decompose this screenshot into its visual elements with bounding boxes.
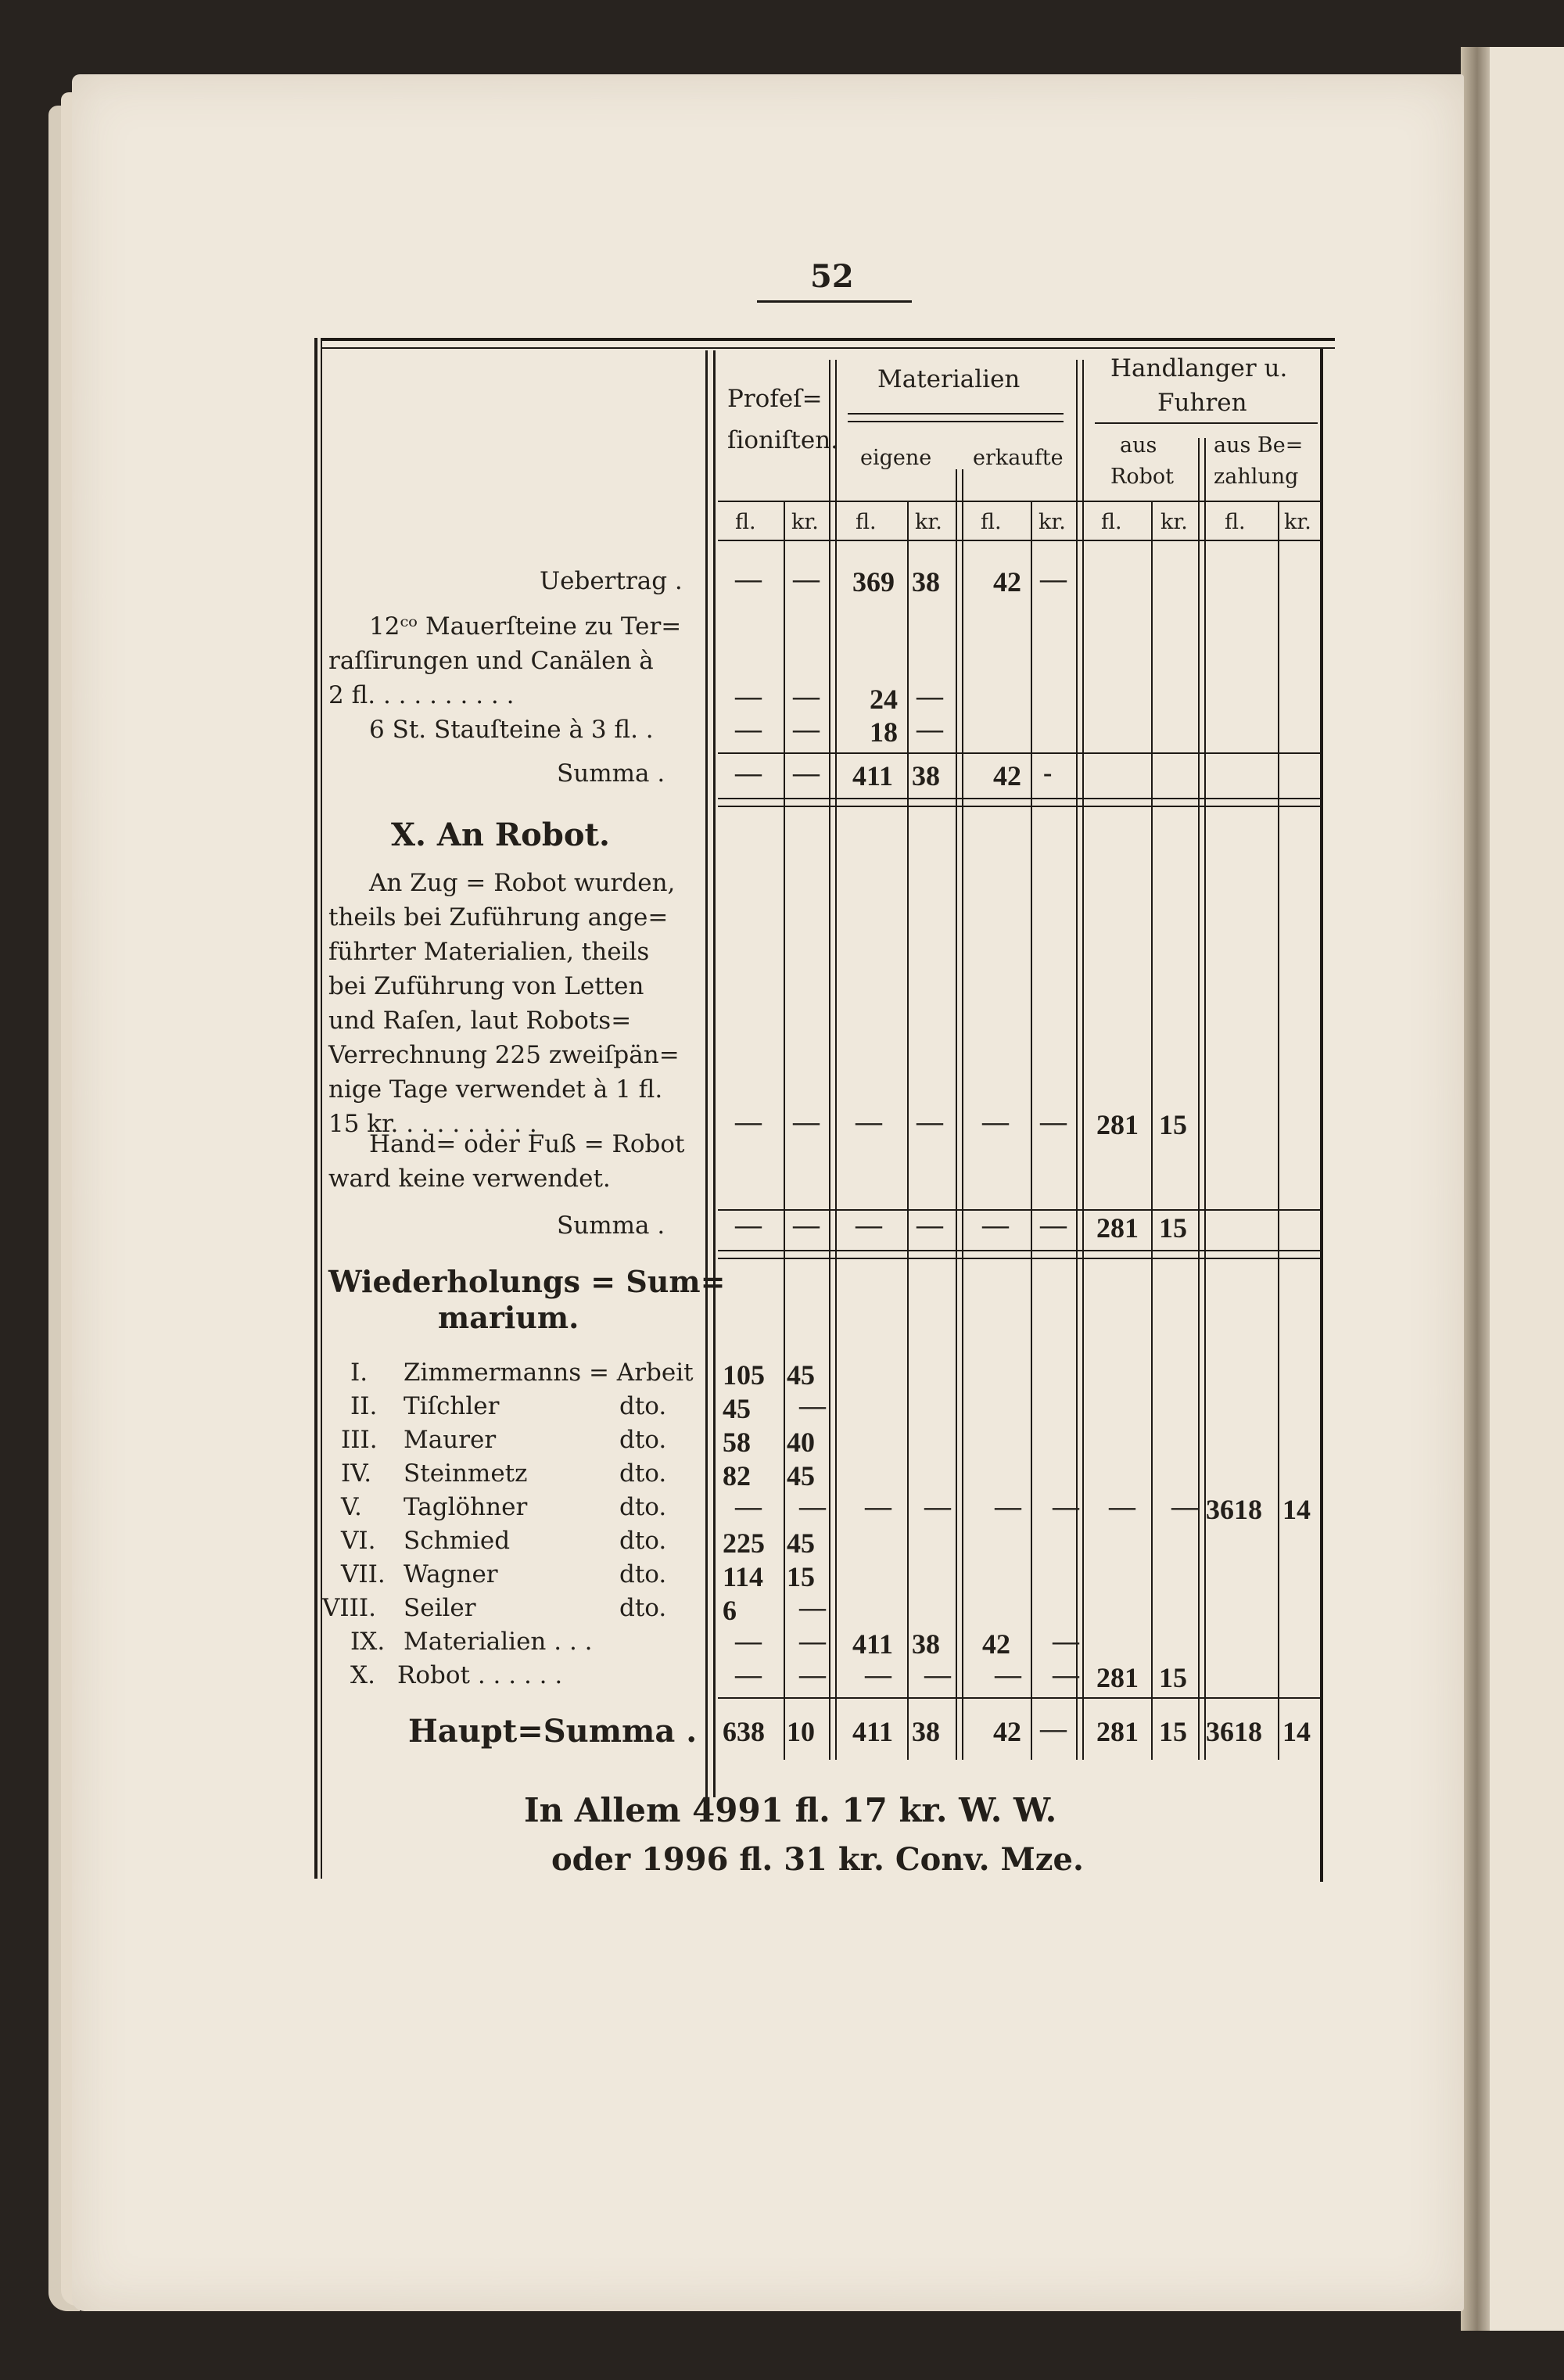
summary-item-number: VII. [341, 1560, 386, 1588]
cell: 45 [787, 1359, 815, 1391]
summary-item-name: Tiſchler [404, 1392, 500, 1420]
section-note: Hand= oder Fuß = Robot [369, 1130, 685, 1158]
cell: — [735, 565, 762, 594]
summary-title: Wiederholungs = Sum= [328, 1264, 726, 1299]
column-rule [1082, 360, 1084, 1760]
cell: 38 [912, 1628, 940, 1660]
table-left-rule [321, 338, 322, 1879]
summary-item-number: II. [350, 1392, 378, 1420]
row-label-mauersteine: 12ᶜᵒ Mauerſteine zu Ter= [369, 612, 682, 641]
column-rule [1204, 438, 1206, 1760]
header-professionisten: Profeſ= [727, 385, 823, 413]
summary-item-number: V. [341, 1493, 362, 1521]
haupt-summa-label: Haupt=Summa . [408, 1713, 698, 1750]
cell: 15 [1159, 1109, 1187, 1140]
row-label-stausteine: 6 St. Stauſteine à 3 fl. . [369, 716, 654, 744]
column-rule [713, 350, 716, 1797]
section-text: und Raſen, laut Robots= [328, 1007, 632, 1035]
section-text: Verrechnung 225 zweiſpän= [328, 1041, 680, 1069]
cell: 15 [1159, 1212, 1187, 1244]
table-left-rule [314, 338, 317, 1879]
cell: 105 [723, 1359, 765, 1391]
summary-item-ditto: dto. [619, 1426, 667, 1454]
cell: 42 [982, 1628, 1010, 1660]
cell: 40 [787, 1427, 815, 1458]
row-rule [718, 1697, 1320, 1699]
cell: — [917, 715, 943, 744]
cell: — [865, 1492, 891, 1521]
header-aus-robot: aus [1120, 433, 1157, 458]
cell: — [1053, 1627, 1079, 1656]
cell: — [924, 1492, 951, 1521]
cell: — [793, 565, 820, 594]
cell: — [799, 1660, 826, 1689]
cell: 10 [787, 1716, 815, 1747]
summary-item-ditto: dto. [619, 1392, 667, 1420]
summary-item-name: Schmied [404, 1527, 511, 1555]
cell: — [735, 1627, 762, 1656]
cell: — [735, 1492, 762, 1521]
column-rule [1278, 501, 1279, 1760]
cell: — [735, 715, 762, 744]
column-rule [835, 360, 837, 1760]
cell: — [995, 1492, 1021, 1521]
header-rule [848, 413, 1064, 415]
unit-label: fl. [856, 510, 877, 534]
column-rule [962, 469, 963, 1760]
header-handlanger: Handlanger u. [1110, 354, 1288, 382]
cell: 38 [912, 760, 940, 792]
summary-item-number: III. [341, 1426, 378, 1454]
column-rule [907, 501, 909, 1760]
section-text: führter Materialien, theils [328, 938, 650, 966]
facing-page [1490, 47, 1564, 2331]
cell: 225 [723, 1527, 765, 1559]
cell: — [865, 1660, 891, 1689]
section-text: theils bei Zuführung ange= [328, 903, 669, 932]
cell: — [856, 1107, 882, 1136]
summary-item-number: X. [350, 1661, 375, 1689]
summary-item-number: VIII. [322, 1594, 376, 1622]
page-number: 52 [810, 258, 854, 295]
cell: — [924, 1660, 951, 1689]
cell: — [917, 1211, 943, 1240]
cell: 42 [993, 566, 1021, 598]
cell: 411 [852, 760, 894, 792]
cell: — [1053, 1492, 1079, 1521]
cell: 45 [787, 1527, 815, 1559]
cell: 114 [723, 1561, 764, 1592]
cell: 281 [1096, 1716, 1139, 1747]
summary-item-number: I. [350, 1359, 368, 1387]
row-label-uebertrag: Uebertrag . [540, 567, 683, 595]
cell: 58 [723, 1427, 751, 1458]
column-rule [1198, 438, 1200, 1760]
cell: 3618 [1206, 1494, 1262, 1525]
cell: — [793, 1107, 820, 1136]
total-line: In Allem 4991 fl. 17 kr. W. W. [524, 1791, 1057, 1829]
cell: — [735, 1211, 762, 1240]
summary-item-name: Steinmetz [404, 1459, 528, 1488]
section-note: ward keine verwendet. [328, 1165, 611, 1193]
header-aus-bezahlung: aus Be= [1214, 433, 1304, 458]
summary-item-ditto: dto. [619, 1560, 667, 1588]
cell: 3618 [1206, 1716, 1262, 1747]
column-rule [829, 360, 830, 1760]
cell: 638 [723, 1716, 765, 1747]
cell: 24 [870, 684, 898, 715]
table-right-rule [1320, 349, 1323, 1882]
cell: — [793, 1211, 820, 1240]
section-text: 15 kr. . . . . . . . . . [328, 1110, 537, 1138]
cell: 369 [852, 566, 895, 598]
column-rule [1031, 501, 1032, 1760]
cell: — [917, 1107, 943, 1136]
summary-item-ditto: dto. [619, 1459, 667, 1488]
unit-label: kr. [791, 510, 819, 534]
header-aus-bezahlung: zahlung [1214, 465, 1299, 489]
summary-item-name: Robot . . . . . . [397, 1661, 563, 1689]
header-rule [718, 540, 1320, 541]
cell: — [735, 682, 762, 711]
unit-label: kr. [1284, 510, 1311, 534]
column-rule [705, 350, 708, 1797]
row-rule [718, 806, 1320, 807]
cell: 15 [787, 1561, 815, 1592]
row-label-summa: Summa . [557, 1212, 665, 1240]
unit-label: kr. [1038, 510, 1066, 534]
table-top-rule [322, 347, 1335, 349]
section-title-robot: X. An Robot. [391, 817, 610, 853]
cell: — [995, 1660, 1021, 1689]
cell: 15 [1159, 1716, 1187, 1747]
cell: — [799, 1593, 826, 1622]
summary-item-number: IX. [350, 1628, 386, 1656]
summary-title: marium. [438, 1300, 579, 1335]
cell: - [1043, 759, 1053, 788]
summary-item-ditto: dto. [619, 1594, 667, 1622]
summary-item-ditto: dto. [619, 1527, 667, 1555]
cell: 45 [787, 1460, 815, 1492]
cell: 6 [723, 1595, 737, 1626]
cell: 42 [993, 760, 1021, 792]
cell: 14 [1282, 1716, 1311, 1747]
row-label-summa: Summa . [557, 759, 665, 788]
cell: — [1040, 1714, 1067, 1743]
section-text: nige Tage verwendet à 1 fl. [328, 1075, 663, 1104]
cell: — [1053, 1660, 1079, 1689]
header-rule [718, 501, 1320, 502]
book-gutter [1461, 47, 1494, 2331]
header-materialien: Materialien [877, 365, 1021, 393]
header-erkaufte: erkaufte [973, 446, 1064, 470]
cell: — [735, 1107, 762, 1136]
unit-label: kr. [915, 510, 942, 534]
unit-label: fl. [1101, 510, 1122, 534]
cell: — [793, 715, 820, 744]
cell: 15 [1159, 1662, 1187, 1693]
cell: — [1040, 1211, 1067, 1240]
row-rule [718, 752, 1320, 754]
cell: — [793, 759, 820, 788]
section-text: bei Zuführung von Letten [328, 972, 644, 1000]
cell: 42 [993, 1716, 1021, 1747]
cell: 281 [1096, 1662, 1139, 1693]
cell: — [856, 1211, 882, 1240]
column-rule [956, 469, 957, 1760]
cell: — [1171, 1492, 1198, 1521]
cell: 14 [1282, 1494, 1311, 1525]
total-line: oder 1996 fl. 31 kr. Conv. Mze. [551, 1841, 1084, 1878]
cell: — [799, 1492, 826, 1521]
cell: 281 [1096, 1109, 1139, 1140]
cell: — [799, 1627, 826, 1656]
cell: 82 [723, 1460, 751, 1492]
cell: — [799, 1391, 826, 1420]
unit-label: fl. [735, 510, 756, 534]
cell: — [1040, 565, 1067, 594]
header-handlanger: Fuhren [1157, 389, 1247, 417]
cell: 45 [723, 1393, 751, 1424]
summary-item-number: VI. [341, 1527, 376, 1555]
cell: 38 [912, 1716, 940, 1747]
summary-item-number: IV. [341, 1459, 372, 1488]
section-text: An Zug = Robot wurden, [369, 869, 676, 897]
cell: 281 [1096, 1212, 1139, 1244]
header-rule [848, 421, 1064, 422]
row-label-mauersteine: 2 fl. . . . . . . . . . [328, 681, 515, 709]
cell: — [1109, 1492, 1135, 1521]
summary-item-name: Maurer [404, 1426, 497, 1454]
column-rule [1076, 360, 1078, 1760]
cell: 18 [870, 716, 898, 748]
unit-label: fl. [981, 510, 1002, 534]
cell: — [917, 682, 943, 711]
cell: — [1040, 1107, 1067, 1136]
row-label-mauersteine: raſſirungen und Canälen à [328, 647, 654, 675]
cell: — [793, 682, 820, 711]
unit-label: kr. [1160, 510, 1188, 534]
header-eigene: eigene [860, 446, 932, 470]
column-rule [784, 501, 785, 1760]
cell: 411 [852, 1716, 894, 1747]
header-professionisten: ſioniſten. [727, 426, 839, 454]
cell: — [735, 1660, 762, 1689]
row-rule [718, 798, 1320, 799]
table-top-rule [322, 338, 1335, 341]
page-number-rule [757, 300, 912, 303]
summary-item-name: Wagner [404, 1560, 498, 1588]
summary-item-name: Seiler [404, 1594, 476, 1622]
cell: — [982, 1107, 1009, 1136]
cell: — [982, 1211, 1009, 1240]
unit-label: fl. [1225, 510, 1246, 534]
header-rule [1095, 422, 1318, 424]
row-rule [718, 1250, 1320, 1251]
cell: 411 [852, 1628, 894, 1660]
cell: 38 [912, 566, 940, 598]
summary-item-ditto: dto. [619, 1493, 667, 1521]
header-aus-robot: Robot [1110, 465, 1174, 489]
cell: — [735, 759, 762, 788]
row-rule [718, 1258, 1320, 1259]
summary-item-name: Taglöhner [404, 1493, 528, 1521]
column-rule [1151, 501, 1153, 1760]
summary-item-name: Materialien . . . [404, 1628, 593, 1656]
summary-item-name: Zimmermanns = Arbeit [404, 1359, 694, 1387]
